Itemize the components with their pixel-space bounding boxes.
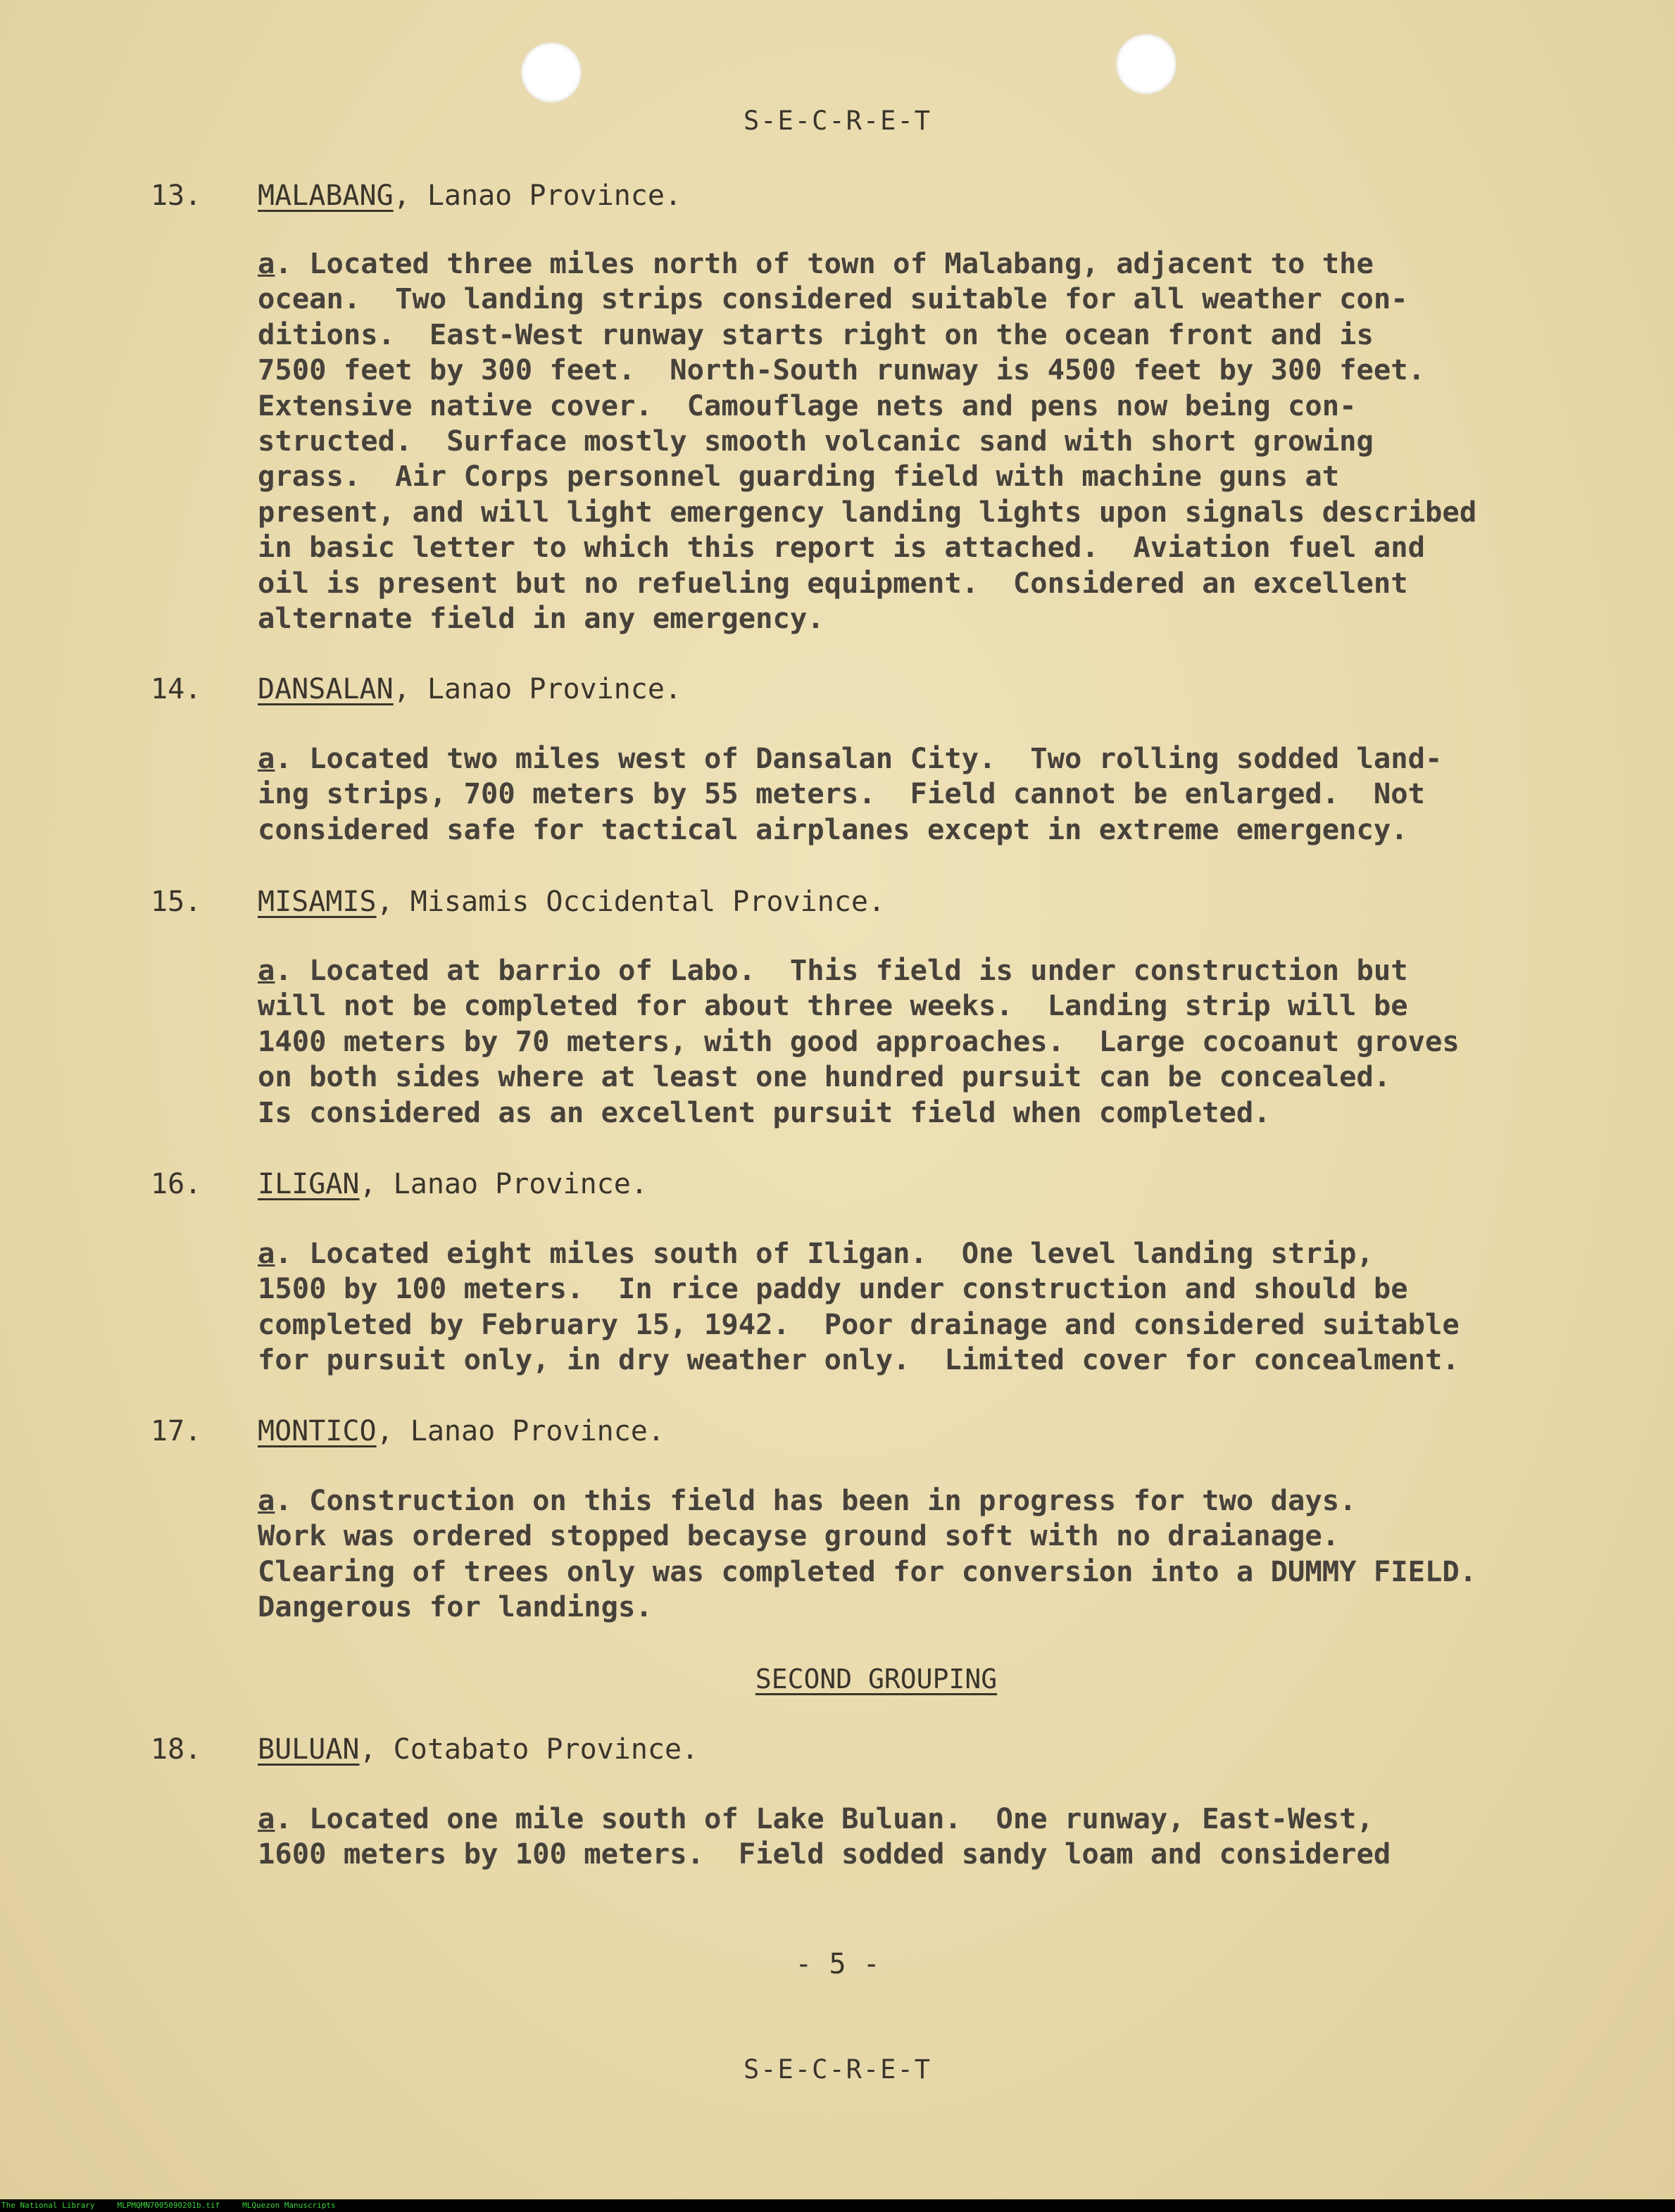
para-line: Work was ordered stopped becayse ground soft with no draianage.: [258, 1519, 1340, 1553]
item-heading-14: [151, 673, 682, 705]
para-line: Clearing of trees only was completed for conversion into a DUMMY FIELD.: [258, 1554, 1477, 1588]
item-province: , Cotabato Province.: [359, 1733, 699, 1766]
para-line: Dangerous for landings.: [258, 1590, 653, 1624]
page-number: - 5 -: [795, 1948, 880, 1980]
para-line: ditions. East-West runway starts right on the ocean front and is: [258, 317, 1374, 351]
item-place: MISAMIS: [258, 886, 377, 918]
item-paragraph-17: [258, 1483, 1553, 1625]
archive-status-bar: [0, 2199, 1675, 2212]
para-line: . Located at barrio of Labo. This field is under construction but: [275, 953, 1408, 987]
item-province: , Lanao Province.: [393, 673, 682, 705]
item-number: 17.: [151, 1415, 202, 1447]
item-province: , Lanao Province.: [359, 1168, 648, 1200]
para-line: completed by February 15, 1942. Poor drainage and considered suitable: [258, 1307, 1460, 1341]
para-line: present, and will light emergency landing lights upon signals described: [258, 494, 1477, 529]
status-collection: MLQuezon Manuscripts: [242, 2201, 336, 2210]
para-line: for pursuit only, in dry weather only. Limited cover for concealment.: [258, 1343, 1460, 1377]
para-line: . Construction on this field has been in progress for two days.: [275, 1483, 1357, 1517]
sub-label: a: [258, 1236, 275, 1270]
classification-header: S-E-C-R-E-T: [743, 106, 932, 136]
sub-label: a: [258, 246, 275, 280]
para-line: . Located two miles west of Dansalan City. Two rolling sodded land-: [275, 741, 1443, 775]
para-line: Extensive native cover. Camouflage nets and pens now being con-: [258, 388, 1357, 422]
para-line: will not be completed for about three weeks. Landing strip will be: [258, 988, 1408, 1023]
status-file: MLPMQMN7005090201b.tif: [117, 2201, 220, 2210]
punch-hole-left: [521, 42, 582, 103]
item-number: 13.: [151, 180, 202, 212]
para-line: 1400 meters by 70 meters, with good approaches. Large cocoanut groves: [258, 1024, 1460, 1058]
item-place: DANSALAN: [258, 673, 394, 705]
item-place: MONTICO: [258, 1415, 377, 1447]
item-number: 15.: [151, 886, 202, 918]
item-paragraph-18: [258, 1801, 1553, 1872]
section-heading: [0, 1664, 1675, 1695]
item-heading-16: [151, 1168, 648, 1200]
item-heading-18: [151, 1733, 698, 1766]
para-line: oil is present but no refueling equipment. Considered an excellent: [258, 565, 1408, 600]
item-paragraph-13: [258, 246, 1553, 636]
para-line: . Located three miles north of town of Malabang, adjacent to the: [275, 246, 1374, 280]
para-line: alternate field in any emergency.: [258, 601, 824, 636]
sub-label: a: [258, 741, 275, 775]
para-line: ing strips, 700 meters by 55 meters. Field cannot be enlarged. Not: [258, 777, 1426, 811]
para-line: 1600 meters by 100 meters. Field sodded sandy loam and considered: [258, 1837, 1391, 1871]
sub-label: a: [258, 1802, 275, 1835]
item-heading-13: [151, 180, 682, 212]
classification-footer: S-E-C-R-E-T: [743, 2054, 932, 2085]
item-heading-15: [151, 886, 885, 918]
para-line: in basic letter to which this report is attached. Aviation fuel and: [258, 530, 1426, 565]
item-place: MALABANG: [258, 180, 394, 212]
item-heading-17: [151, 1415, 665, 1447]
item-paragraph-16: [258, 1236, 1553, 1378]
item-province: , Misamis Occidental Province.: [376, 886, 886, 918]
section-heading-text: SECOND GROUPING: [755, 1664, 998, 1695]
item-province: , Lanao Province.: [393, 180, 682, 212]
sub-label: a: [258, 1483, 275, 1517]
item-paragraph-14: [258, 741, 1553, 847]
para-line: Is considered as an excellent pursuit field when completed.: [258, 1095, 1271, 1129]
item-province: , Lanao Province.: [376, 1415, 665, 1447]
para-line: ocean. Two landing strips considered suitable for all weather con-: [258, 282, 1408, 316]
item-place: ILIGAN: [258, 1168, 360, 1200]
item-number: 18.: [151, 1733, 202, 1766]
para-line: grass. Air Corps personnel guarding field with machine guns at: [258, 459, 1340, 494]
para-line: considered safe for tactical airplanes except in extreme emergency.: [258, 812, 1408, 846]
punch-hole-right: [1116, 34, 1177, 94]
item-number: 14.: [151, 673, 202, 705]
para-line: structed. Surface mostly smooth volcanic sand with short growing: [258, 424, 1374, 458]
sub-label: a: [258, 953, 275, 987]
para-line: . Located one mile south of Lake Buluan. One runway, East-West,: [275, 1802, 1374, 1835]
item-place: BULUAN: [258, 1733, 360, 1766]
status-source: The National Library: [1, 2201, 95, 2210]
item-paragraph-15: [258, 953, 1553, 1130]
item-number: 16.: [151, 1168, 202, 1200]
para-line: 1500 by 100 meters. In rice paddy under construction and should be: [258, 1271, 1408, 1306]
para-line: . Located eight miles south of Iligan. One level landing strip,: [275, 1236, 1374, 1270]
para-line: on both sides where at least one hundred pursuit can be concealed.: [258, 1060, 1391, 1094]
para-line: 7500 feet by 300 feet. North-South runway is 4500 feet by 300 feet.: [258, 353, 1426, 387]
